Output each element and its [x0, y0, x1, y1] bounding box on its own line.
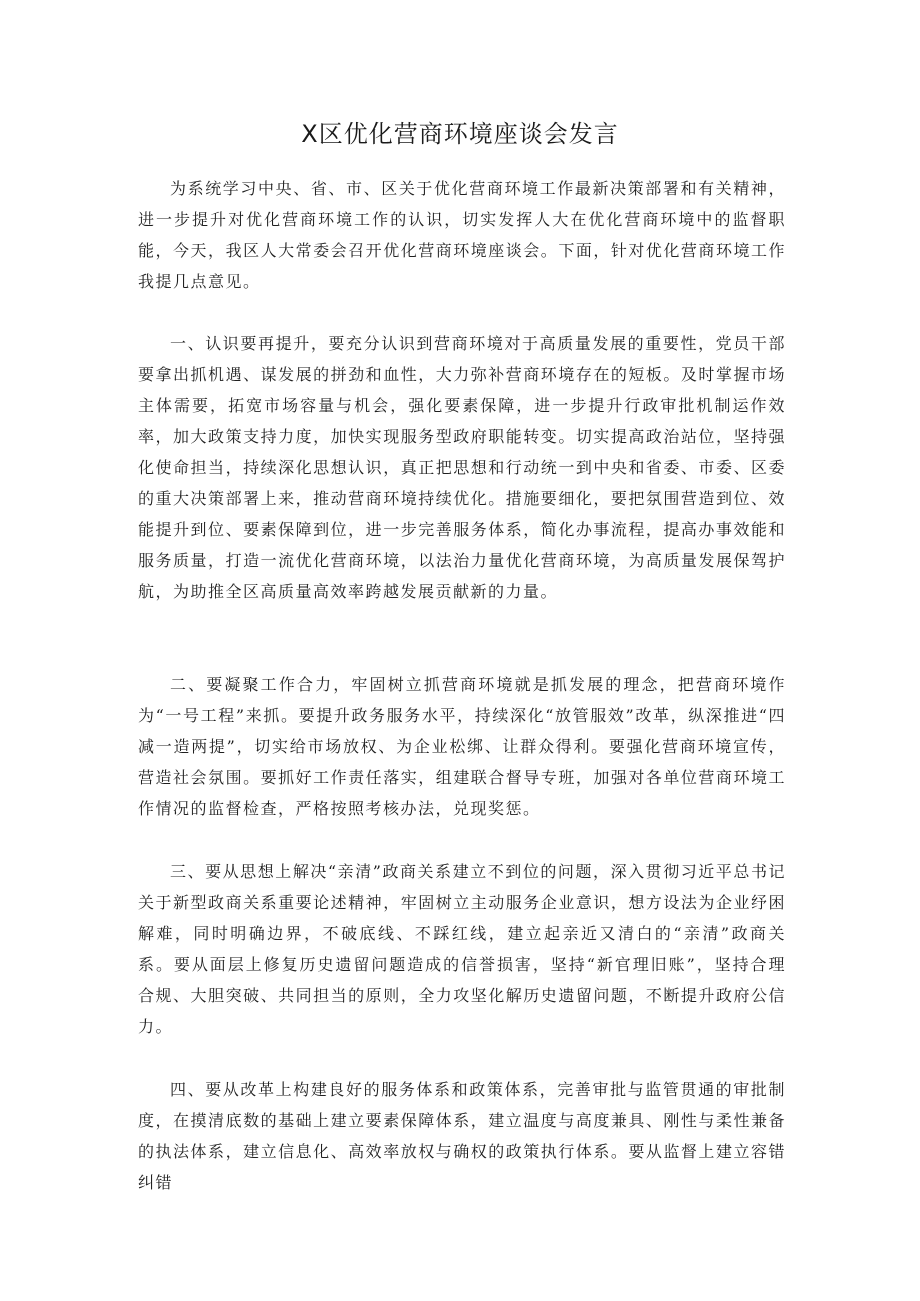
- paragraph-point-4: 四、要从改革上构建良好的服务体系和政策体系，完善审批与监管贯通的审批制度，在摸清底数的基础上建立要素保障体系，建立温度与高度兼具、刚性与柔性兼备的执法体系，建立信息化、高效率放权与确权的政策执行体系。要从监督上建立容错纠错: [138, 1080, 786, 1192]
- paragraph-intro: 为系统学习中央、省、市、区关于优化营商环境工作最新决策部署和有关精神，进一步提升对优化营商环境工作的认识，切实发挥人大在优化营商环境中的监督职能，今天，我区人大常委会召开优化营商环境座谈会。下面，针对优化营商环境工作我提几点意见。: [138, 179, 786, 291]
- document-title: X区优化营商环境座谈会发言: [301, 120, 619, 148]
- paragraph-point-3: 三、要从思想上解决“亲清”政商关系建立不到位的问题，深入贯彻习近平总书记关于新型政商关系重要论述精神，牢固树立主动服务企业意识，想方设法为企业纾困解难，同时明确边界，不破底线、不踩红线，建立起亲近又清白的“亲清”政商关系。要从面层上修复历史遗留问题造成的信誉损害，坚持“新官理旧账”，坚持合理合规、大胆突破、共同担当的原则，全力攻坚化解历史遗留问题，不断提升政府公信力。: [138, 862, 786, 1036]
- paragraph-point-1: 一、认识要再提升，要充分认识到营商环境对于高质量发展的重要性，党员干部要拿出抓机遇、谋发展的拼劲和血性，大力弥补营商环境存在的短板。及时掌握市场主体需要，拓宽市场容量与机会，强化要素保障，进一步提升行政审批机制运作效率，加大政策支持力度，加快实现服务型政府职能转变。切实提高政治站位，坚持强化使命担当，持续深化思想认识，真正把思想和行动统一到中央和省委、市委、区委的重大决策部署上来，推动营商环境持续优化。措施要细化，要把氛围营造到位、效能提升到位、要素保障到位，进一步完善服务体系，简化办事流程，提高办事效能和服务质量，打造一流优化营商环境，以法治力量优化营商环境，为高质量发展保驾护航，为助推全区高质量高效率跨越发展贡献新的力量。: [138, 334, 786, 601]
- paragraph-point-2: 二、要凝聚工作合力，牢固树立抓营商环境就是抓发展的理念，把营商环境作为“一号工程”来抓。要提升政务服务水平，持续深化“放管服效”改革，纵深推进“四减一造两提”，切实给市场放权、为企业松绑、让群众得利。要强化营商环境宣传，营造社会氛围。要抓好工作责任落实，组建联合督导专班，加强对各单位营商环境工作情况的监督检查，严格按照考核办法，兑现奖惩。: [138, 675, 786, 818]
